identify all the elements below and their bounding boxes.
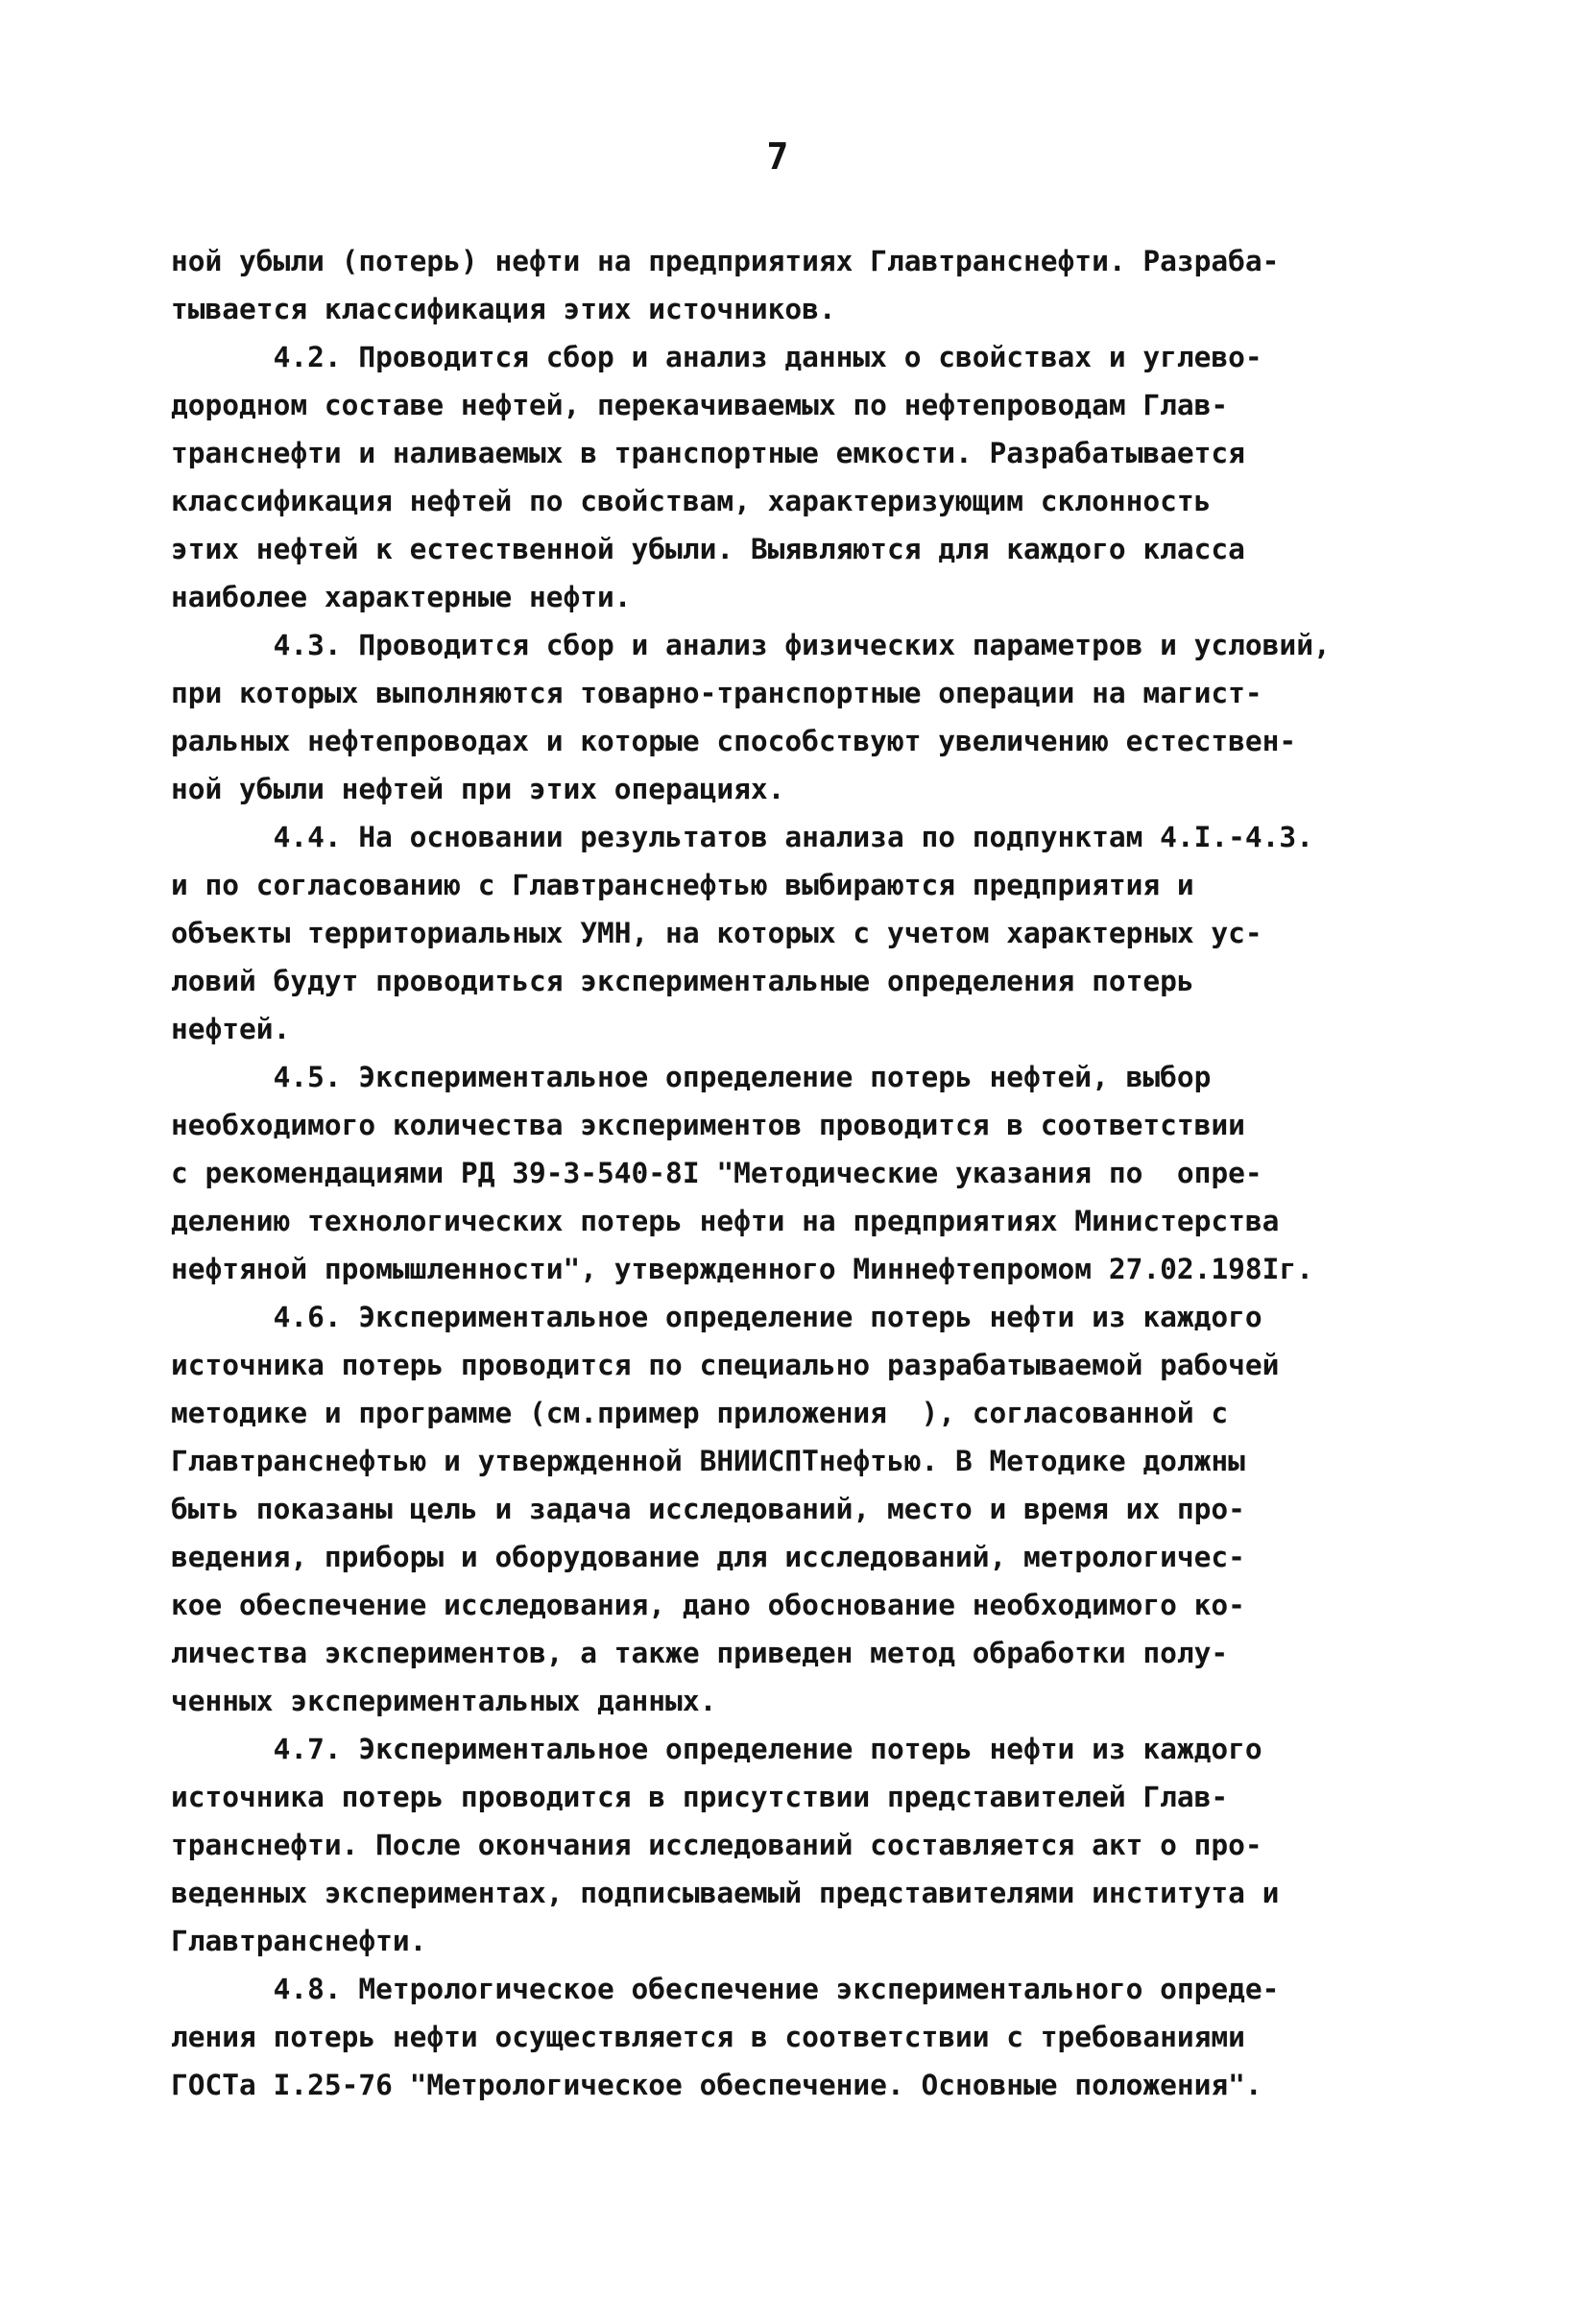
text-line: тывается классификация этих источников. [171,293,836,325]
text-line: 4.7. Экспериментальное определение потерь нефти из каждого [171,1733,1262,1765]
text-line: 4.5. Экспериментальное определение потерь нефтей, выбор [171,1061,1212,1093]
text-line: источника потерь проводится по специально разрабатываемой рабочей [171,1349,1280,1381]
text-line: ченных экспериментальных данных. [171,1685,717,1717]
text-line: при которых выполняются товарно-транспортные операции на магист- [171,677,1262,709]
text-line: Главтранснефти. [171,1925,427,1957]
text-line: Главтранснефтью и утвержденной ВНИИСПТнефтью. В Методике должны [171,1445,1245,1477]
paragraph [171,333,1457,621]
text-line: и по согласованию с Главтранснефтью выбираются предприятия и [171,869,1194,901]
text-line: с рекомендациями РД 39-3-540-8I "Методические указания по опре- [171,1157,1262,1189]
text-line: ральных нефтепроводах и которые способствуют увеличению естествен- [171,725,1297,757]
text-line: классификация нефтей по свойствам, характеризующим склонность [171,485,1212,517]
text-line: личества экспериментов, а также приведен метод обработки полу- [171,1637,1229,1669]
text-line: источника потерь проводится в присутствии представителей Глав- [171,1781,1229,1813]
text-line: транснефти и наливаемых в транспортные емкости. Разрабатывается [171,437,1245,469]
document-body [171,237,1457,2109]
paragraph [171,1293,1457,1725]
text-line: ной убыли нефтей при этих операциях. [171,773,785,805]
text-line: нефтяной промышленности", утвержденного Миннефтепромом 27.02.198Iг. [171,1253,1313,1285]
text-line: ГОСТа I.25-76 "Метрологическое обеспечение. Основные положения". [171,2069,1262,2101]
paragraph [171,1725,1457,1965]
paragraph [171,1053,1457,1293]
page-number: 7 [766,135,789,178]
paragraph [171,237,1457,333]
text-line: ведения, приборы и оборудование для исследований, метрологичес- [171,1541,1245,1573]
text-line: ловий будут проводиться экспериментальные определения потерь [171,965,1194,997]
text-line: делению технологических потерь нефти на предприятиях Министерства [171,1205,1280,1237]
paragraph [171,813,1457,1053]
text-line: дородном составе нефтей, перекачиваемых по нефтепроводам Глав- [171,389,1229,421]
text-line: ной убыли (потерь) нефти на предприятиях Главтранснефти. Разраба- [171,245,1280,277]
text-line: 4.3. Проводится сбор и анализ физических параметров и условий, [171,629,1331,661]
text-line: 4.6. Экспериментальное определение потерь нефти из каждого [171,1301,1262,1333]
paragraph [171,1965,1457,2109]
text-line: 4.2. Проводится сбор и анализ данных о свойствах и углево- [171,341,1262,373]
text-line: транснефти. После окончания исследований составляется акт о про- [171,1829,1262,1861]
text-line: необходимого количества экспериментов проводится в соответствии [171,1109,1245,1141]
text-line: объекты территориальных УМН, на которых с учетом характерных ус- [171,917,1262,949]
text-line: кое обеспечение исследования, дано обоснование необходимого ко- [171,1589,1245,1621]
text-line: 4.8. Метрологическое обеспечение экспериментального опреде- [171,1973,1280,2005]
text-line: методике и программе (см.пример приложения ), согласованной с [171,1397,1229,1429]
text-line: 4.4. На основании результатов анализа по подпунктам 4.I.-4.3. [171,821,1313,853]
paragraph [171,621,1457,813]
text-line: веденных экспериментах, подписываемый представителями института и [171,1877,1280,1909]
text-line: быть показаны цель и задача исследований, место и время их про- [171,1493,1245,1525]
text-line: нефтей. [171,1013,291,1045]
text-line: этих нефтей к естественной убыли. Выявляются для каждого класса [171,533,1245,565]
text-line: ления потерь нефти осуществляется в соответствии с требованиями [171,2021,1245,2053]
text-line: наиболее характерные нефти. [171,581,632,613]
